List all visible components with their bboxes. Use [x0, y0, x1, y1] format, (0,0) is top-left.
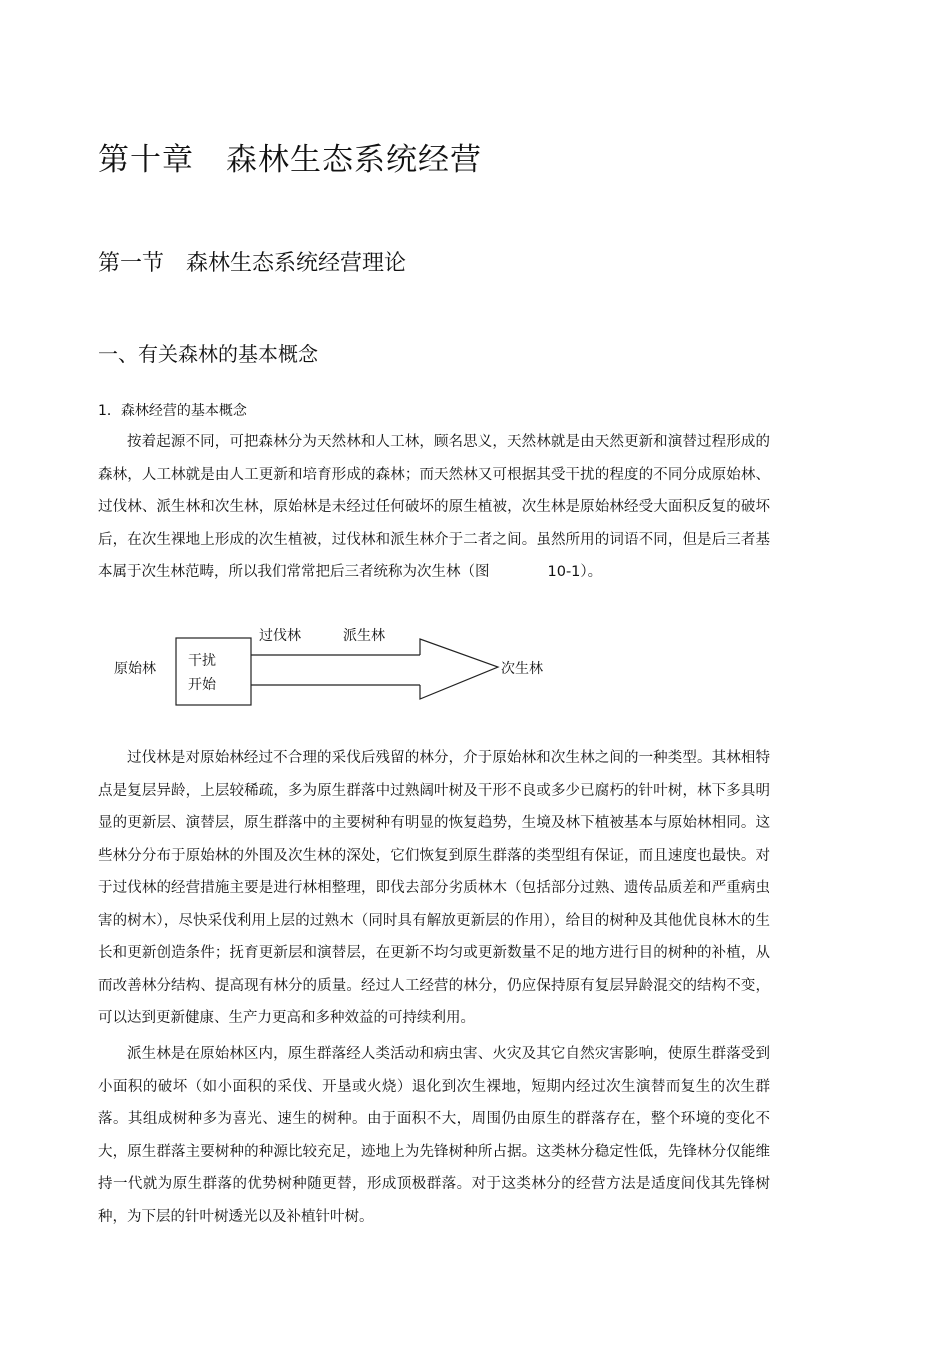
chapter-title: 第十章 森林生态系统经营 — [98, 142, 482, 178]
disturbance-box — [176, 638, 251, 705]
label-overcut-forest: 过伐林 — [259, 628, 301, 644]
label-disturb: 干扰 — [188, 653, 216, 669]
label-derived-forest: 派生林 — [343, 628, 385, 644]
item-title: 1．森林经营的基本概念 — [98, 403, 247, 419]
paragraph-forest-origin: 按着起源不同，可把森林分为天然林和人工林，顾名思义，天然林就是由天然更新和演替过程形成的森林，人工林就是由人工更新和培育形成的森林；而天然林又可根据其受干扰的程度的不同分成原始林、过伐林、派生林和次生林，原始林是未经过任何破坏的原生植被，次生林是原始林经受大面积反复的破坏后，在次生裸地上形成的次生植被，过伐林和派生林介于二者之间。虽然所用的词语不同，但是后三者基本属于次生林范畴，所以我们常常把后三者统称为次生林（图 10-1）。 — [98, 434, 770, 580]
label-secondary-forest: 次生林 — [501, 661, 543, 677]
forest-succession-diagram — [100, 620, 570, 715]
section-title: 第一节 森林生态系统经营理论 — [98, 251, 407, 276]
paragraph-derived-forest: 派生林是在原始林区内，原生群落经人类活动和病虫害、火灾及其它自然灾害影响，使原生群落受到小面积的破坏（如小面积的采伐、开垦或火烧）退化到次生裸地，短期内经过次生演替而复生的次生群落。其组成树种多为喜光、速生的树种。由于面积不大，周围仍由原生的群落存在，整个环境的变化不大，原生群落主要树种的种源比较充足，迹地上为先锋树种所占据。这类林分稳定性低，先锋林分仅能维持一代就为原生群落的优势树种随更替，形成顶极群落。对于这类林分的经营方法是适度间伐其先锋树种，为下层的针叶树透光以及补植针叶树。 — [98, 1046, 770, 1225]
label-primary-forest: 原始林 — [114, 661, 156, 677]
paragraph-overcut-forest: 过伐林是对原始林经过不合理的采伐后残留的林分，介于原始林和次生林之间的一种类型。其林相特点是复层异龄，上层较稀疏，多为原生群落中过熟阔叶树及干形不良或多少已腐朽的针叶树，林下多具明显的更新层、演替层，原生群落中的主要树种有明显的恢复趋势，生境及林下植被基本与原始林相同。这些林分分布于原始林的外围及次生林的深处，它们恢复到原生群落的类型组有保证，而且速度也最快。对于过伐林的经营措施主要是进行林相整理，即伐去部分劣质林木（包括部分过熟、遗传品质差和严重病虫害的树木），尽快采伐利用上层的过熟木（同时具有解放更新层的作用），给目的树种及其他优良林木的生长和更新创造条件；抚育更新层和演替层，在更新不均匀或更新数量不足的地方进行目的树种的补植，从而改善林分结构、提高现有林分的质量。经过人工经营的林分，仍应保持原有复层异龄混交的结构不变，可以达到更新健康、生产力更高和多种效益的可持续利用。 — [98, 750, 770, 1026]
subsection-title: 一、有关森林的基本概念 — [98, 342, 318, 366]
arrow-head — [420, 639, 498, 699]
label-start: 开始 — [188, 677, 216, 693]
diagram-graphic — [100, 620, 570, 715]
